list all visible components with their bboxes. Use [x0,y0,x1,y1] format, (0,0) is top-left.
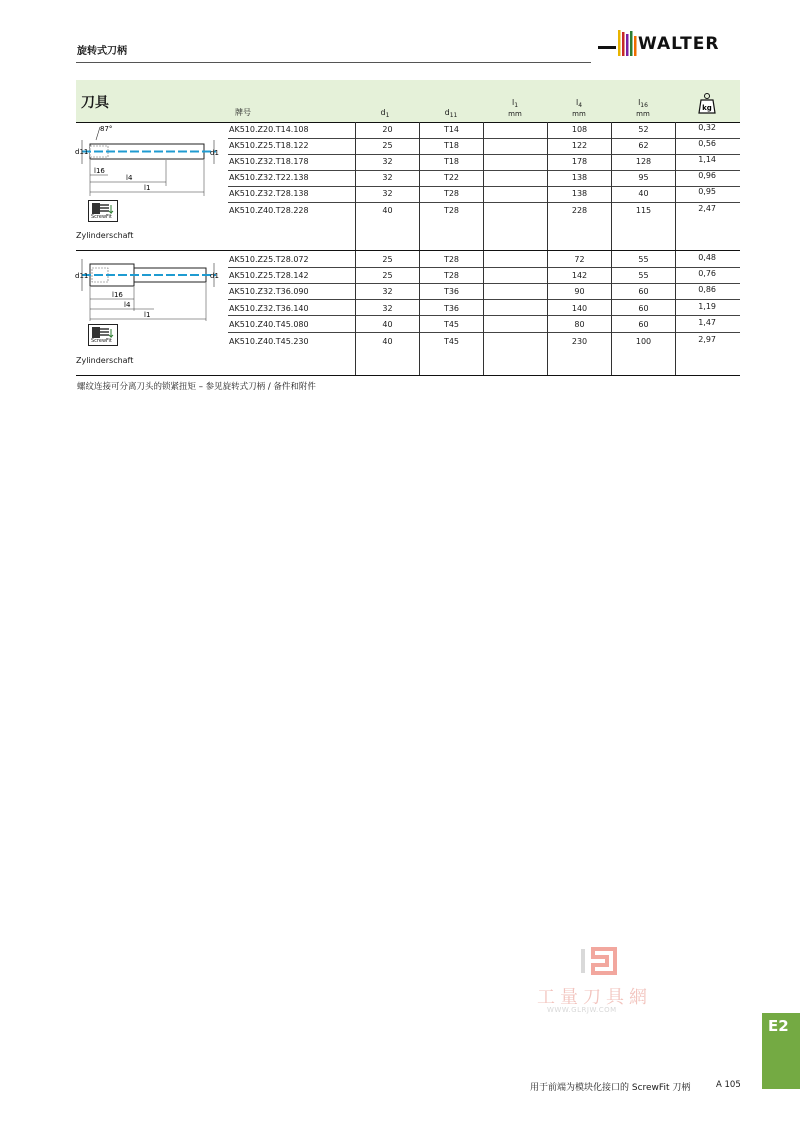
screwfit-icon [88,200,118,222]
cell-l16: 55 [638,271,649,280]
cell-d1: 32 [382,304,393,313]
cell-kg: 0,76 [698,269,716,278]
watermark [535,945,685,1020]
shank-caption: Zylinderschaft [76,231,134,240]
cell-l4: 228 [571,206,588,215]
cell-l4: 230 [571,337,588,346]
cell-d11: T45 [443,320,460,329]
svg-text:kg: kg [702,104,712,112]
col-header-l1: $l_1$ mm [508,98,522,118]
d1-label: d1 [210,149,219,157]
col-header-l16: $l_{16}$ mm [636,98,650,118]
walter-logo [598,28,740,58]
cell-kg: 0,96 [698,171,716,180]
cell-l16: 60 [638,304,649,313]
cell-l4: 90 [574,287,585,296]
cell-d1: 25 [382,141,393,150]
cell-l16: 55 [638,255,649,264]
cell-code: AK510.Z20.T14.108 [229,125,309,134]
weight-icon [698,92,716,114]
cell-d11: T28 [443,189,460,198]
watermark-text: 工量刀具網 [537,987,652,1008]
shank-caption: Zylinderschaft [76,356,134,365]
screwfit-label: ScrewFit [91,338,112,344]
screwfit-label: ScrewFit [91,214,112,220]
cell-l4: 72 [574,255,585,264]
cell-l16: 60 [638,320,649,329]
cell-code: AK510.Z32.T36.140 [229,304,309,313]
cell-d1: 25 [382,255,393,264]
cell-code: AK510.Z32.T36.090 [229,287,309,296]
col-header-d11: $d_{11}$ [444,108,458,119]
page-number: A 105 [716,1080,741,1090]
col-header-code: 牌号 [235,108,251,117]
cell-code: AK510.Z40.T28.228 [229,206,309,215]
l4-label: l4 [124,301,131,309]
section-title: 刀具 [81,95,109,111]
cell-d1: 25 [382,271,393,280]
cell-l4: 140 [571,304,588,313]
cell-kg: 2,97 [698,335,716,344]
cell-l4: 138 [571,189,588,198]
cell-d1: 32 [382,157,393,166]
cell-l16: 100 [635,337,652,346]
cell-kg: 0,48 [698,253,716,262]
cell-code: AK510.Z40.T45.080 [229,320,309,329]
cell-code: AK510.Z25.T28.142 [229,271,309,280]
l1-label: l1 [144,184,151,192]
cell-l16: 60 [638,287,649,296]
cell-l16: 40 [638,189,649,198]
tool-drawing-2 [74,255,224,323]
cell-l4: 178 [571,157,588,166]
cell-d11: T28 [443,206,460,215]
footer-text: 用于前端为模块化接口的 ScrewFit 刀柄 [530,1083,691,1093]
screwfit-icon [88,324,118,346]
cell-d11: T45 [443,337,460,346]
chapter-tab [762,1013,800,1089]
cell-d11: T18 [443,157,460,166]
footnote: 螺纹连接可分离刀头的锁紧扭矩 – 参见旋转式刀柄 / 备件和附件 [77,382,316,392]
cell-l4: 80 [574,320,585,329]
cell-kg: 0,86 [698,285,716,294]
cell-kg: 0,95 [698,187,716,196]
page-header-title: 旋转式刀柄 [77,46,127,57]
cell-d1: 32 [382,173,393,182]
table-top-rule [76,122,740,123]
watermark-url: WWW.GLRJW.COM [547,1006,617,1014]
cell-l4: 138 [571,173,588,182]
tool-drawing-1 [74,124,224,200]
cell-l16: 52 [638,125,649,134]
cell-l16: 128 [635,157,652,166]
cell-l16: 62 [638,141,649,150]
chapter-tab-label: E2 [768,1017,789,1035]
cell-d11: T36 [443,304,460,313]
l16-label: l16 [94,167,105,175]
col-header-l4: $l_4$ mm [572,98,586,118]
angle-label: 87° [100,125,113,133]
group-divider [76,250,740,251]
cell-d11: T28 [443,255,460,264]
cell-d1: 40 [382,206,393,215]
cell-d11: T36 [443,287,460,296]
cell-d1: 40 [382,337,393,346]
d11-label: d11 [75,148,89,156]
cell-code: AK510.Z40.T45.230 [229,337,309,346]
d11-label: d11 [75,272,89,280]
l1-label: l1 [144,311,151,319]
cell-kg: 1,19 [698,302,716,311]
cell-l16: 115 [635,206,652,215]
table-bottom-rule [76,375,740,376]
cell-d1: 32 [382,287,393,296]
cell-l16: 95 [638,173,649,182]
cell-code: AK510.Z32.T18.178 [229,157,309,166]
cell-kg: 0,56 [698,139,716,148]
cell-code: AK510.Z25.T18.122 [229,141,309,150]
cell-d11: T28 [443,271,460,280]
cell-d11: T14 [443,125,460,134]
l4-label: l4 [126,174,133,182]
cell-kg: 1,14 [698,155,716,164]
cell-d1: 20 [382,125,393,134]
cell-kg: 1,47 [698,318,716,327]
cell-kg: 2,47 [698,204,716,213]
cell-code: AK510.Z32.T28.138 [229,189,309,198]
cell-d1: 32 [382,189,393,198]
cell-d1: 40 [382,320,393,329]
col-header-d1: $d_1$ [380,108,390,119]
cell-d11: T22 [443,173,460,182]
brand-name: WALTER [638,34,720,54]
watermark-logo-icon [575,945,635,981]
d1-label: d1 [210,272,219,280]
cell-l4: 108 [571,125,588,134]
l16-label: l16 [112,291,123,299]
header-rule [76,62,591,63]
cell-kg: 0,32 [698,123,716,132]
cell-code: AK510.Z32.T22.138 [229,173,309,182]
cell-l4: 122 [571,141,588,150]
cell-code: AK510.Z25.T28.072 [229,255,309,264]
cell-l4: 142 [571,271,588,280]
cell-d11: T18 [443,141,460,150]
